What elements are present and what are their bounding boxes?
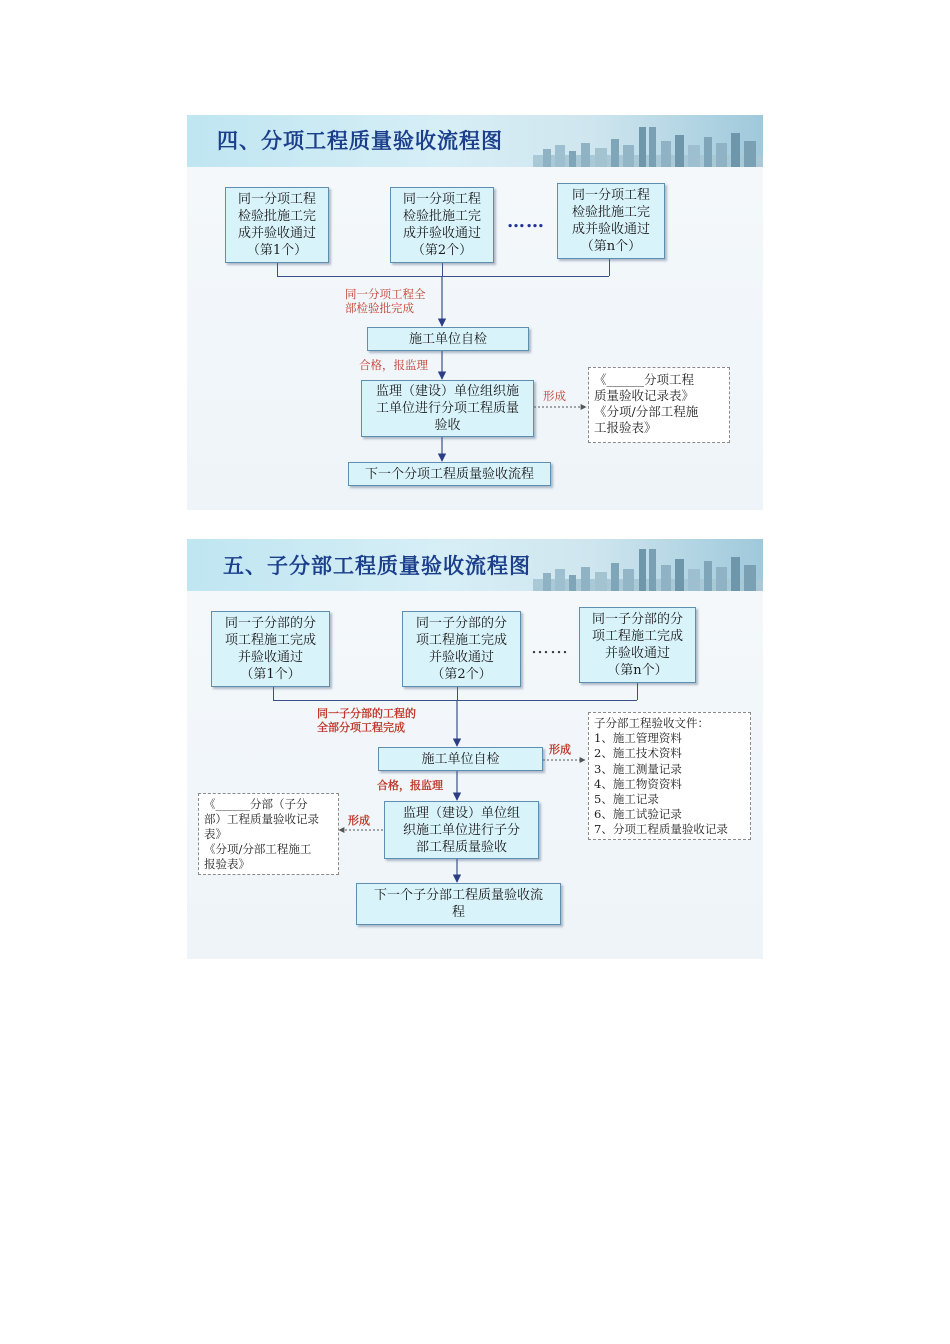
supervision-acceptance-box: 监理（建设）单位组织施 工单位进行分项工程质量 验收	[361, 380, 534, 437]
panel-5-title: 五、子分部工程质量验收流程图	[223, 554, 531, 578]
form-label: 形成	[543, 389, 566, 403]
flowchart-panel-4	[187, 115, 763, 510]
ellipsis: ……	[507, 211, 545, 232]
sub-item-box-1: 同一子分部的分 项工程施工完成 并验收通过 （第1个）	[211, 611, 330, 687]
sub-item-box-2: 同一子分部的分 项工程施工完成 并验收通过 （第2个）	[402, 611, 521, 687]
next-flow-box: 下一个分项工程质量验收流程	[348, 462, 551, 486]
pass-label: 合格，报监理	[359, 358, 428, 372]
flowchart-panel-5	[187, 539, 763, 959]
inspection-lot-box-2: 同一分项工程 检验批施工完 成并验收通过 （第2个）	[390, 187, 494, 263]
self-check-box: 施工单位自检	[367, 327, 529, 351]
form-label-right: 形成	[549, 743, 571, 756]
next-flow-box: 下一个子分部工程质量验收流 程	[356, 883, 561, 925]
acceptance-documents-box: 子分部工程验收文件： 1、施工管理资料 2、施工技术资料 3、施工测量记录 4、施工物资资料 5、施工记录 6、施工试验记录 7、分项工程质量验收记录	[588, 712, 751, 840]
ellipsis: ……	[531, 637, 569, 658]
supervision-acceptance-box: 监理（建设）单位组 织施工单位进行子分 部工程质量验收	[384, 801, 539, 859]
sub-item-box-n: 同一子分部的分 项工程施工完成 并验收通过 （第n个）	[579, 607, 696, 683]
record-form-box: 《______分部（子分 部）工程质量验收记录 表》 《分项/分部工程施工 报验表》	[198, 793, 339, 875]
record-form-box: 《______分项工程 质量验收记录表》 《分项/分部工程施 工报验表》	[588, 367, 730, 443]
form-label-left: 形成	[348, 814, 370, 827]
pass-label: 合格，报监理	[377, 779, 443, 792]
merge-label: 同一子分部的工程的 全部分项工程完成	[317, 707, 416, 734]
panel-4-title: 四、分项工程质量验收流程图	[217, 129, 503, 153]
merge-label: 同一分项工程全 部检验批完成	[345, 287, 426, 315]
panel-4-arrows	[187, 115, 763, 510]
inspection-lot-box-1: 同一分项工程 检验批施工完 成并验收通过 （第1个）	[225, 187, 329, 263]
inspection-lot-box-n: 同一分项工程 检验批施工完 成并验收通过 （第n个）	[557, 183, 665, 259]
self-check-box: 施工单位自检	[378, 747, 543, 771]
